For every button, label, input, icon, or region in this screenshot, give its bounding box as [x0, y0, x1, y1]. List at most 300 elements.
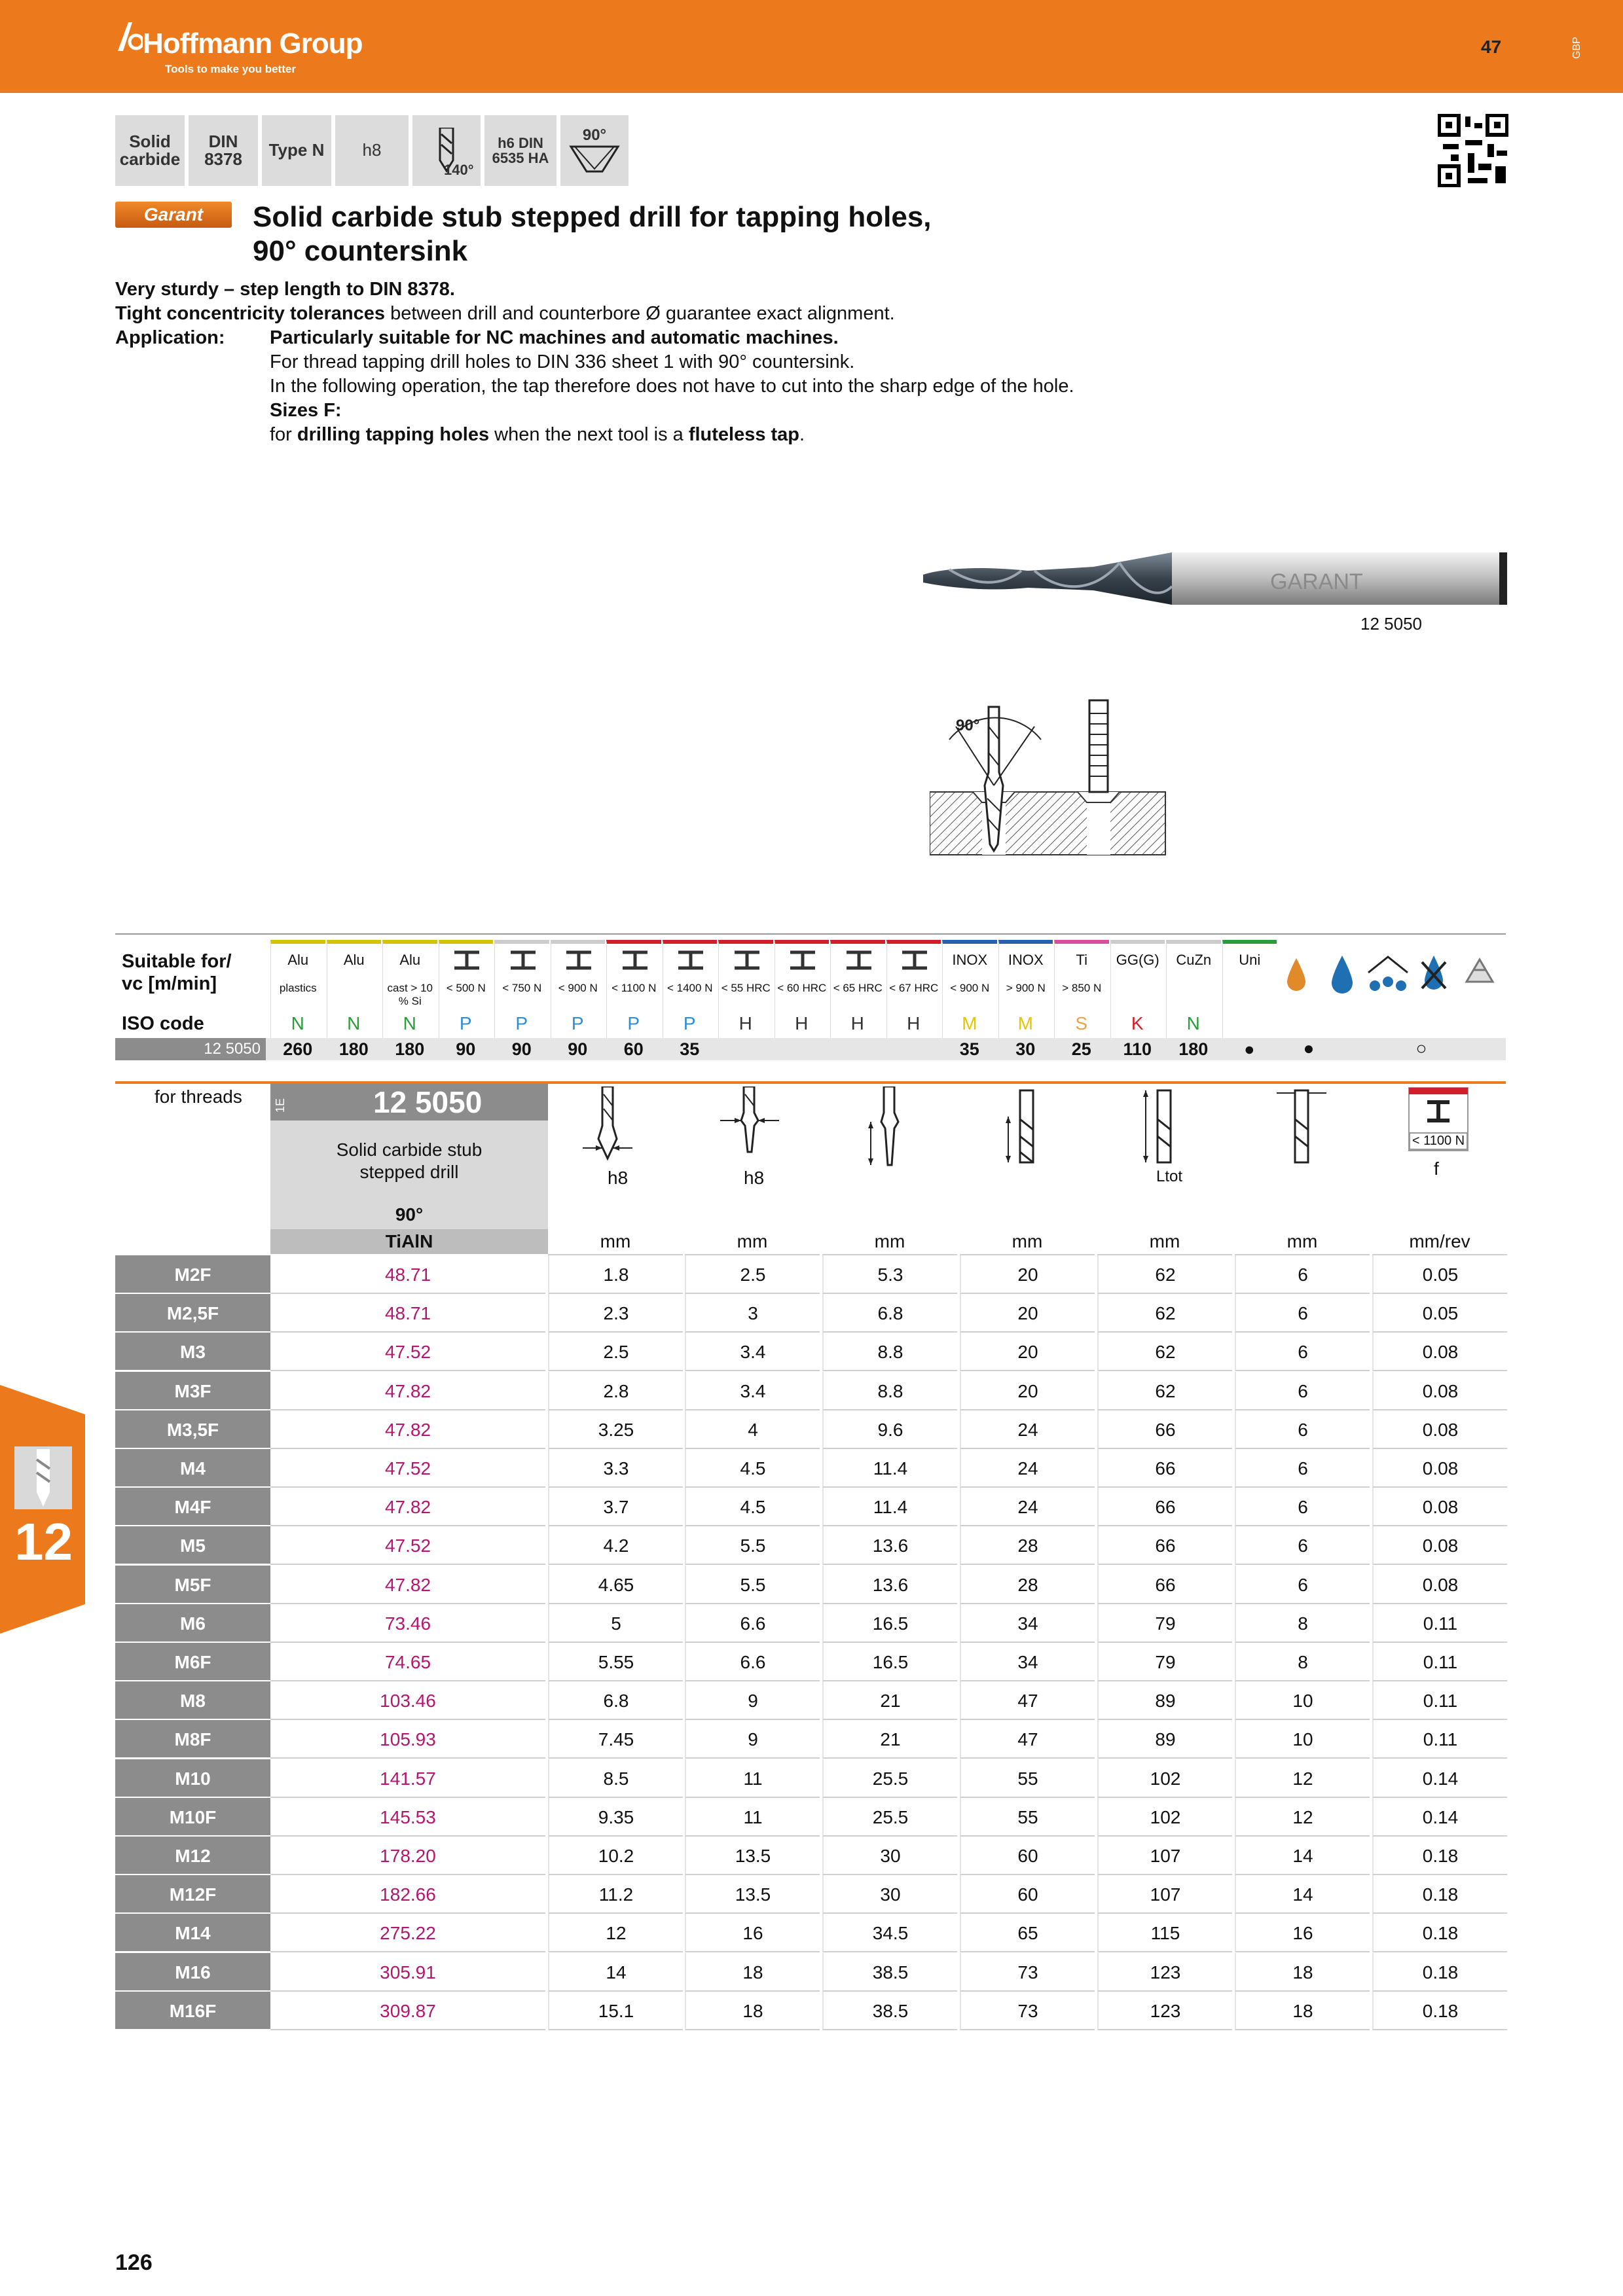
- dimension-d2: 16: [685, 1914, 820, 1952]
- garant-logo: Garant: [115, 202, 232, 228]
- chapter-tab: [0, 1385, 85, 1634]
- iso-code-13: M: [1017, 1013, 1033, 1033]
- dimension-f: 0.08: [1372, 1372, 1507, 1410]
- dimension-d1: 3.3: [548, 1449, 683, 1488]
- brand-tagline: Tools to make you better: [165, 63, 296, 75]
- dimension-l1: 30: [822, 1875, 957, 1914]
- application-label: Application:: [115, 327, 225, 348]
- steel-beam-icon: [788, 950, 818, 970]
- cutting-speed-5: 90: [551, 1038, 606, 1060]
- dimension-d2: 9: [685, 1681, 820, 1720]
- table-row: [115, 1875, 1506, 1914]
- application-line-4: Sizes F:: [270, 400, 342, 421]
- dimension-d3: 18: [1235, 1953, 1370, 1992]
- iso-code-15: K: [1131, 1013, 1144, 1033]
- price: 47.82: [270, 1488, 545, 1526]
- col-h8-b: h8: [744, 1168, 765, 1188]
- thread-size: M6F: [115, 1643, 270, 1681]
- cutting-speed-10: [830, 1038, 885, 1060]
- price: 141.57: [270, 1759, 545, 1798]
- dimension-d2: 6.6: [685, 1604, 820, 1643]
- cutting-speed-17: ●: [1222, 1038, 1277, 1060]
- dimension-f: 0.08: [1372, 1526, 1507, 1565]
- brand-name: Hoffmann Group: [143, 27, 363, 60]
- countersink-icon: [568, 144, 621, 174]
- product-title: Solid carbide stub stepped drill for tapping holes, 90° countersink: [253, 201, 932, 267]
- dimension-l3: 66: [1097, 1526, 1232, 1565]
- suitability-col-sub: < 500 N: [446, 982, 486, 994]
- spray-icon: [1368, 957, 1408, 991]
- dimension-d1: 9.35: [548, 1798, 683, 1837]
- coolant-marks: ● ○: [1303, 1038, 1427, 1058]
- dimension-d2: 3: [685, 1294, 820, 1333]
- dimension-f: 0.18: [1372, 1953, 1507, 1992]
- dimension-l3: 66: [1097, 1410, 1232, 1449]
- dimension-d3: 10: [1235, 1720, 1370, 1759]
- suitability-col-name: INOX: [952, 952, 988, 968]
- cutting-speed-16: 180: [1166, 1038, 1221, 1060]
- unit-label-5: mm: [1235, 1229, 1370, 1255]
- svg-text:GARANT: GARANT: [1270, 569, 1363, 594]
- unit-label-1: mm: [685, 1229, 820, 1255]
- thread-size: M3F: [115, 1372, 270, 1410]
- price: 305.91: [270, 1953, 545, 1992]
- dimension-l1: 21: [822, 1720, 957, 1759]
- dimension-l2: 28: [960, 1526, 1095, 1565]
- dimension-d1: 5.55: [548, 1643, 683, 1681]
- dimension-d3: 18: [1235, 1992, 1370, 2030]
- steel-beam-icon: [564, 950, 594, 970]
- dimension-l3: 89: [1097, 1681, 1232, 1720]
- cutting-speed-11: [886, 1038, 941, 1060]
- application-line-2: For thread tapping drill holes to DIN 336 sheet 1 with 90° countersink.: [270, 351, 855, 372]
- suitability-col-sub: < 55 HRC: [721, 982, 771, 994]
- dimension-d1: 7.45: [548, 1720, 683, 1759]
- dimension-d3: 6: [1235, 1410, 1370, 1449]
- dimension-l2: 20: [960, 1294, 1095, 1333]
- spec-countersink: 90°: [560, 115, 629, 186]
- dimension-l1: 16.5: [822, 1643, 957, 1681]
- dimension-f: 0.08: [1372, 1449, 1507, 1488]
- dimension-l3: 107: [1097, 1875, 1232, 1914]
- spec-din: DIN 8378: [189, 115, 258, 186]
- spec-material: Solid carbide: [115, 115, 185, 186]
- dimension-l1: 30: [822, 1837, 957, 1875]
- iso-code-7: P: [683, 1013, 696, 1033]
- dimension-l1: 16.5: [822, 1604, 957, 1643]
- thread-size: M2F: [115, 1255, 270, 1294]
- cutting-speed-15: 110: [1110, 1038, 1165, 1060]
- table-row: [115, 1914, 1506, 1952]
- dimension-d2: 5.5: [685, 1566, 820, 1604]
- dimension-d1: 5: [548, 1604, 683, 1643]
- thread-size: M3,5F: [115, 1410, 270, 1449]
- mql-icon: [1422, 956, 1446, 990]
- iso-code-2: N: [403, 1013, 416, 1033]
- dimension-d1: 1.8: [548, 1255, 683, 1294]
- unit-label-2: mm: [822, 1229, 957, 1255]
- dimension-d3: 6: [1235, 1294, 1370, 1333]
- suitability-top-rule: [115, 933, 1506, 935]
- iso-code-0: N: [291, 1013, 304, 1033]
- dimension-d2: 4.5: [685, 1488, 820, 1526]
- price: 47.52: [270, 1526, 545, 1565]
- dimension-l2: 73: [960, 1992, 1095, 2030]
- dimension-l3: 79: [1097, 1643, 1232, 1681]
- dimension-f: 0.11: [1372, 1681, 1507, 1720]
- thread-size: M4F: [115, 1488, 270, 1526]
- dimension-d1: 6.8: [548, 1681, 683, 1720]
- dimension-d2: 2.5: [685, 1255, 820, 1294]
- dimension-f: 0.18: [1372, 1837, 1507, 1875]
- col-f: f: [1434, 1158, 1439, 1179]
- tapping-hole-diagram: [930, 687, 1172, 864]
- dimension-l3: 79: [1097, 1604, 1232, 1643]
- table-row: [115, 1992, 1506, 2030]
- spec-type: Type N: [262, 115, 331, 186]
- price: 309.87: [270, 1992, 545, 2030]
- dimension-f: 0.18: [1372, 1914, 1507, 1952]
- table-row: [115, 1488, 1506, 1526]
- table-row: [115, 1449, 1506, 1488]
- thread-size: M10: [115, 1759, 270, 1798]
- dimension-l1: 21: [822, 1681, 957, 1720]
- cutting-speed-1: 180: [327, 1038, 382, 1060]
- table-row: [115, 1643, 1506, 1681]
- table-row: [115, 1526, 1506, 1565]
- suitability-col-name: Alu: [343, 952, 365, 968]
- suitability-col-name: Alu: [399, 952, 421, 968]
- dimension-l2: 34: [960, 1643, 1095, 1681]
- iso-code-4: P: [515, 1013, 528, 1033]
- cutting-speed-8: [718, 1038, 773, 1060]
- dimension-f: 0.11: [1372, 1604, 1507, 1643]
- cutting-speed-7: 35: [663, 1038, 718, 1060]
- steel-beam-icon: [732, 950, 762, 970]
- dimension-l1: 13.6: [822, 1566, 957, 1604]
- suitability-col-name: CuZn: [1176, 952, 1212, 968]
- price: 178.20: [270, 1837, 545, 1875]
- dimension-d1: 3.25: [548, 1410, 683, 1449]
- suitability-col-name: Ti: [1076, 952, 1087, 968]
- dimension-d2: 11: [685, 1798, 820, 1837]
- dimension-l3: 123: [1097, 1992, 1232, 2030]
- dimension-f: 0.14: [1372, 1759, 1507, 1798]
- suitability-col-sub: cast > 10 % Si: [387, 982, 433, 1007]
- price: 145.53: [270, 1798, 545, 1837]
- dimension-l1: 5.3: [822, 1255, 957, 1294]
- iso-code-3: P: [459, 1013, 472, 1033]
- price: 73.46: [270, 1604, 545, 1643]
- dimension-l2: 55: [960, 1759, 1095, 1798]
- for-threads-label: for threads: [155, 1086, 242, 1107]
- application-line-5: for drilling tapping holes when the next tool is a fluteless tap.: [270, 424, 805, 445]
- price: 103.46: [270, 1681, 545, 1720]
- thread-size: M8: [115, 1681, 270, 1720]
- dimension-d3: 6: [1235, 1333, 1370, 1371]
- dimension-f: 0.05: [1372, 1294, 1507, 1333]
- diameter-d2-icon: [714, 1086, 792, 1172]
- dimension-d1: 15.1: [548, 1992, 683, 2030]
- thread-size: M16: [115, 1953, 270, 1992]
- price: 105.93: [270, 1720, 545, 1759]
- suitability-row-code: 12 5050: [115, 1038, 266, 1060]
- iso-code-5: P: [571, 1013, 584, 1033]
- dimension-l2: 73: [960, 1953, 1095, 1992]
- dimension-d1: 4.65: [548, 1566, 683, 1604]
- suitability-col-name: Uni: [1239, 952, 1261, 968]
- suitability-col-name: INOX: [1008, 952, 1044, 968]
- coolant-icons: [1277, 953, 1499, 999]
- svg-text:90°: 90°: [956, 717, 980, 734]
- suitability-col-sub: > 900 N: [1006, 982, 1046, 994]
- dimension-d1: 11.2: [548, 1875, 683, 1914]
- dimension-l3: 62: [1097, 1333, 1232, 1371]
- thread-size: M16F: [115, 1992, 270, 2030]
- dimension-d2: 18: [685, 1992, 820, 2030]
- suitability-col-sub: < 900 N: [950, 982, 990, 994]
- iso-code-10: H: [850, 1013, 864, 1033]
- dimension-d1: 3.7: [548, 1488, 683, 1526]
- hoffmann-logo-icon: [115, 20, 143, 52]
- dimension-l1: 8.8: [822, 1372, 957, 1410]
- dimension-l1: 38.5: [822, 1953, 957, 1992]
- dimension-l1: 25.5: [822, 1798, 957, 1837]
- dimension-l2: 20: [960, 1372, 1095, 1410]
- table-row: [115, 1566, 1506, 1604]
- price: 47.52: [270, 1449, 545, 1488]
- air-icon: [1467, 960, 1493, 982]
- dimension-d3: 16: [1235, 1914, 1370, 1952]
- dry-machining-icon: [1287, 958, 1305, 991]
- product-code: 12 5050: [373, 1085, 483, 1119]
- dimension-l3: 62: [1097, 1294, 1232, 1333]
- dimension-d2: 4: [685, 1410, 820, 1449]
- table-row: [115, 1604, 1506, 1643]
- dimension-l1: 34.5: [822, 1914, 957, 1952]
- cutting-speed-12: 35: [942, 1038, 997, 1060]
- iso-code-9: H: [795, 1013, 809, 1033]
- dimension-d1: 12: [548, 1914, 683, 1952]
- dimension-d3: 14: [1235, 1837, 1370, 1875]
- desc-line-1: Very sturdy – step length to DIN 8378.: [115, 279, 455, 300]
- dimension-l3: 66: [1097, 1566, 1232, 1604]
- dimension-f: 0.11: [1372, 1720, 1507, 1759]
- thread-size: M12: [115, 1837, 270, 1875]
- price: 182.66: [270, 1875, 545, 1914]
- dimension-l2: 55: [960, 1798, 1095, 1837]
- dimension-l3: 89: [1097, 1720, 1232, 1759]
- dimension-d3: 12: [1235, 1759, 1370, 1798]
- dimension-l2: 20: [960, 1333, 1095, 1371]
- suitability-col-sub: < 900 N: [558, 982, 598, 994]
- dimension-d1: 14: [548, 1953, 683, 1992]
- dimension-f: 0.08: [1372, 1333, 1507, 1371]
- steel-beam-icon: [676, 950, 706, 970]
- dimension-d3: 8: [1235, 1604, 1370, 1643]
- cutting-speed-4: 90: [494, 1038, 549, 1060]
- dimension-f: 0.08: [1372, 1410, 1507, 1449]
- table-row: [115, 1720, 1506, 1759]
- dimension-l2: 47: [960, 1681, 1095, 1720]
- chapter-drill-icon: [14, 1446, 72, 1509]
- steel-beam-icon: [452, 950, 482, 970]
- steel-beam-icon: [508, 950, 538, 970]
- suitability-col-sub: < 1100 N: [611, 982, 657, 994]
- dimension-l2: 28: [960, 1566, 1095, 1604]
- cutting-speed-13: 30: [998, 1038, 1053, 1060]
- table-row: [115, 1837, 1506, 1875]
- dimension-f: 0.14: [1372, 1798, 1507, 1837]
- suitability-col-sub: < 60 HRC: [777, 982, 827, 994]
- drill-product-image: [923, 547, 1512, 613]
- dimension-l2: 24: [960, 1488, 1095, 1526]
- cutting-speed-0: 260: [270, 1038, 325, 1060]
- table-row: [115, 1333, 1506, 1371]
- qr-code-icon: [1438, 114, 1508, 187]
- suitability-col-sub: < 67 HRC: [889, 982, 939, 994]
- steel-beam-icon: [844, 950, 874, 970]
- thread-size: M2,5F: [115, 1294, 270, 1333]
- cutting-speed-9: [775, 1038, 830, 1060]
- dimension-f: 0.18: [1372, 1992, 1507, 2030]
- application-line-1: Particularly suitable for NC machines and automatic machines.: [270, 327, 839, 348]
- price: 47.52: [270, 1333, 545, 1371]
- page-number-top: 47: [1481, 37, 1502, 57]
- price: 47.82: [270, 1372, 545, 1410]
- code-prefix: 1E: [274, 1098, 287, 1113]
- dimension-l3: 102: [1097, 1798, 1232, 1837]
- iso-code-6: P: [627, 1013, 640, 1033]
- table-row: [115, 1759, 1506, 1798]
- suitability-label: Suitable for/ vc [m/min]: [122, 951, 232, 994]
- iso-code-8: H: [739, 1013, 752, 1033]
- table-row: [115, 1372, 1506, 1410]
- spec-point-angle: 140°: [412, 115, 481, 186]
- spec-shank: h6 DIN 6535 HA: [484, 115, 556, 186]
- thread-size: M5F: [115, 1566, 270, 1604]
- thread-size: M12F: [115, 1875, 270, 1914]
- emulsion-icon: [1332, 956, 1353, 994]
- dimension-f: 0.11: [1372, 1643, 1507, 1681]
- thread-size: M4: [115, 1449, 270, 1488]
- dimension-d1: 2.8: [548, 1372, 683, 1410]
- iso-code-label: ISO code: [122, 1013, 204, 1034]
- cutting-speed-6: 60: [606, 1038, 661, 1060]
- dimension-l3: 115: [1097, 1914, 1232, 1952]
- unit-label-6: mm/rev: [1372, 1229, 1507, 1255]
- dimension-l2: 47: [960, 1720, 1095, 1759]
- dimension-l1: 11.4: [822, 1449, 957, 1488]
- table-row: [115, 1294, 1506, 1333]
- dimension-l1: 9.6: [822, 1410, 957, 1449]
- suitability-col-sub: < 1400 N: [667, 982, 713, 994]
- dimension-l2: 24: [960, 1449, 1095, 1488]
- iso-code-11: H: [907, 1013, 921, 1033]
- dimension-d3: 6: [1235, 1372, 1370, 1410]
- col-hardness: < 1100 N: [1409, 1132, 1468, 1150]
- spec-tolerance: h8: [335, 115, 409, 186]
- dimension-d2: 5.5: [685, 1526, 820, 1565]
- col-ltot: Ltot: [1156, 1168, 1183, 1185]
- col-h8-a: h8: [608, 1168, 629, 1188]
- dimension-l1: 8.8: [822, 1333, 957, 1371]
- dimension-d3: 6: [1235, 1449, 1370, 1488]
- dimension-d2: 3.4: [685, 1372, 820, 1410]
- iso-code-16: N: [1186, 1013, 1200, 1033]
- price: 47.82: [270, 1566, 545, 1604]
- dimension-f: 0.05: [1372, 1255, 1507, 1294]
- table-row: [115, 1798, 1506, 1837]
- suitability-col-sub: < 65 HRC: [833, 982, 883, 994]
- dimension-l2: 24: [960, 1410, 1095, 1449]
- unit-label-3: mm: [960, 1229, 1095, 1255]
- unit-label-4: mm: [1097, 1229, 1232, 1255]
- dimension-l3: 123: [1097, 1953, 1232, 1992]
- coating: TiAlN: [270, 1229, 548, 1254]
- suitability-col-name: GG(G): [1116, 952, 1159, 968]
- cutting-speed-3: 90: [439, 1038, 494, 1060]
- suitability-col-name: Alu: [287, 952, 309, 968]
- dimension-l2: 60: [960, 1837, 1095, 1875]
- dimension-f: 0.08: [1372, 1488, 1507, 1526]
- cutting-speed-14: 25: [1054, 1038, 1109, 1060]
- table-row: [115, 1681, 1506, 1720]
- dimension-l3: 66: [1097, 1449, 1232, 1488]
- diameter-d1-icon: [576, 1086, 655, 1172]
- unit-label-0: mm: [548, 1229, 683, 1255]
- dimension-l3: 66: [1097, 1488, 1232, 1526]
- dimension-l3: 62: [1097, 1372, 1232, 1410]
- iso-code-14: S: [1075, 1013, 1088, 1033]
- dimension-d1: 2.3: [548, 1294, 683, 1333]
- dimension-d1: 4.2: [548, 1526, 683, 1565]
- dimension-l1: 11.4: [822, 1488, 957, 1526]
- overall-length-icon: [1126, 1086, 1205, 1172]
- steel-beam-icon: [620, 950, 650, 970]
- dimension-d3: 6: [1235, 1255, 1370, 1294]
- dimension-d3: 10: [1235, 1681, 1370, 1720]
- table-row: [115, 1410, 1506, 1449]
- product-name: Solid carbide stub stepped drill: [336, 1139, 483, 1182]
- dimension-f: 0.08: [1372, 1566, 1507, 1604]
- desc-line-2: Tight concentricity tolerances between drill and counterbore Ø guarantee exact alignment.: [115, 303, 895, 324]
- region-code: GBP: [1571, 37, 1582, 59]
- dimension-l3: 102: [1097, 1759, 1232, 1798]
- dimension-l1: 25.5: [822, 1759, 957, 1798]
- table-row: [115, 1255, 1506, 1294]
- dimension-d2: 11: [685, 1759, 820, 1798]
- dimension-d2: 3.4: [685, 1333, 820, 1371]
- thread-size: M8F: [115, 1720, 270, 1759]
- product-image-code: 12 5050: [1360, 614, 1422, 634]
- dimension-d3: 14: [1235, 1875, 1370, 1914]
- dimension-l3: 107: [1097, 1837, 1232, 1875]
- flute-length-icon: [989, 1086, 1067, 1172]
- dimension-d2: 4.5: [685, 1449, 820, 1488]
- page-number-bottom: 126: [115, 2250, 153, 2275]
- dimension-d2: 13.5: [685, 1837, 820, 1875]
- iso-code-12: M: [962, 1013, 977, 1033]
- dimension-l2: 65: [960, 1914, 1095, 1952]
- dimension-d2: 6.6: [685, 1643, 820, 1681]
- suitability-col-sub: > 850 N: [1062, 982, 1102, 994]
- dimension-l2: 60: [960, 1875, 1095, 1914]
- dimension-f: 0.18: [1372, 1875, 1507, 1914]
- suitability-col-sub: < 750 N: [502, 982, 542, 994]
- price: 275.22: [270, 1914, 545, 1952]
- steel-beam-icon: [900, 950, 930, 970]
